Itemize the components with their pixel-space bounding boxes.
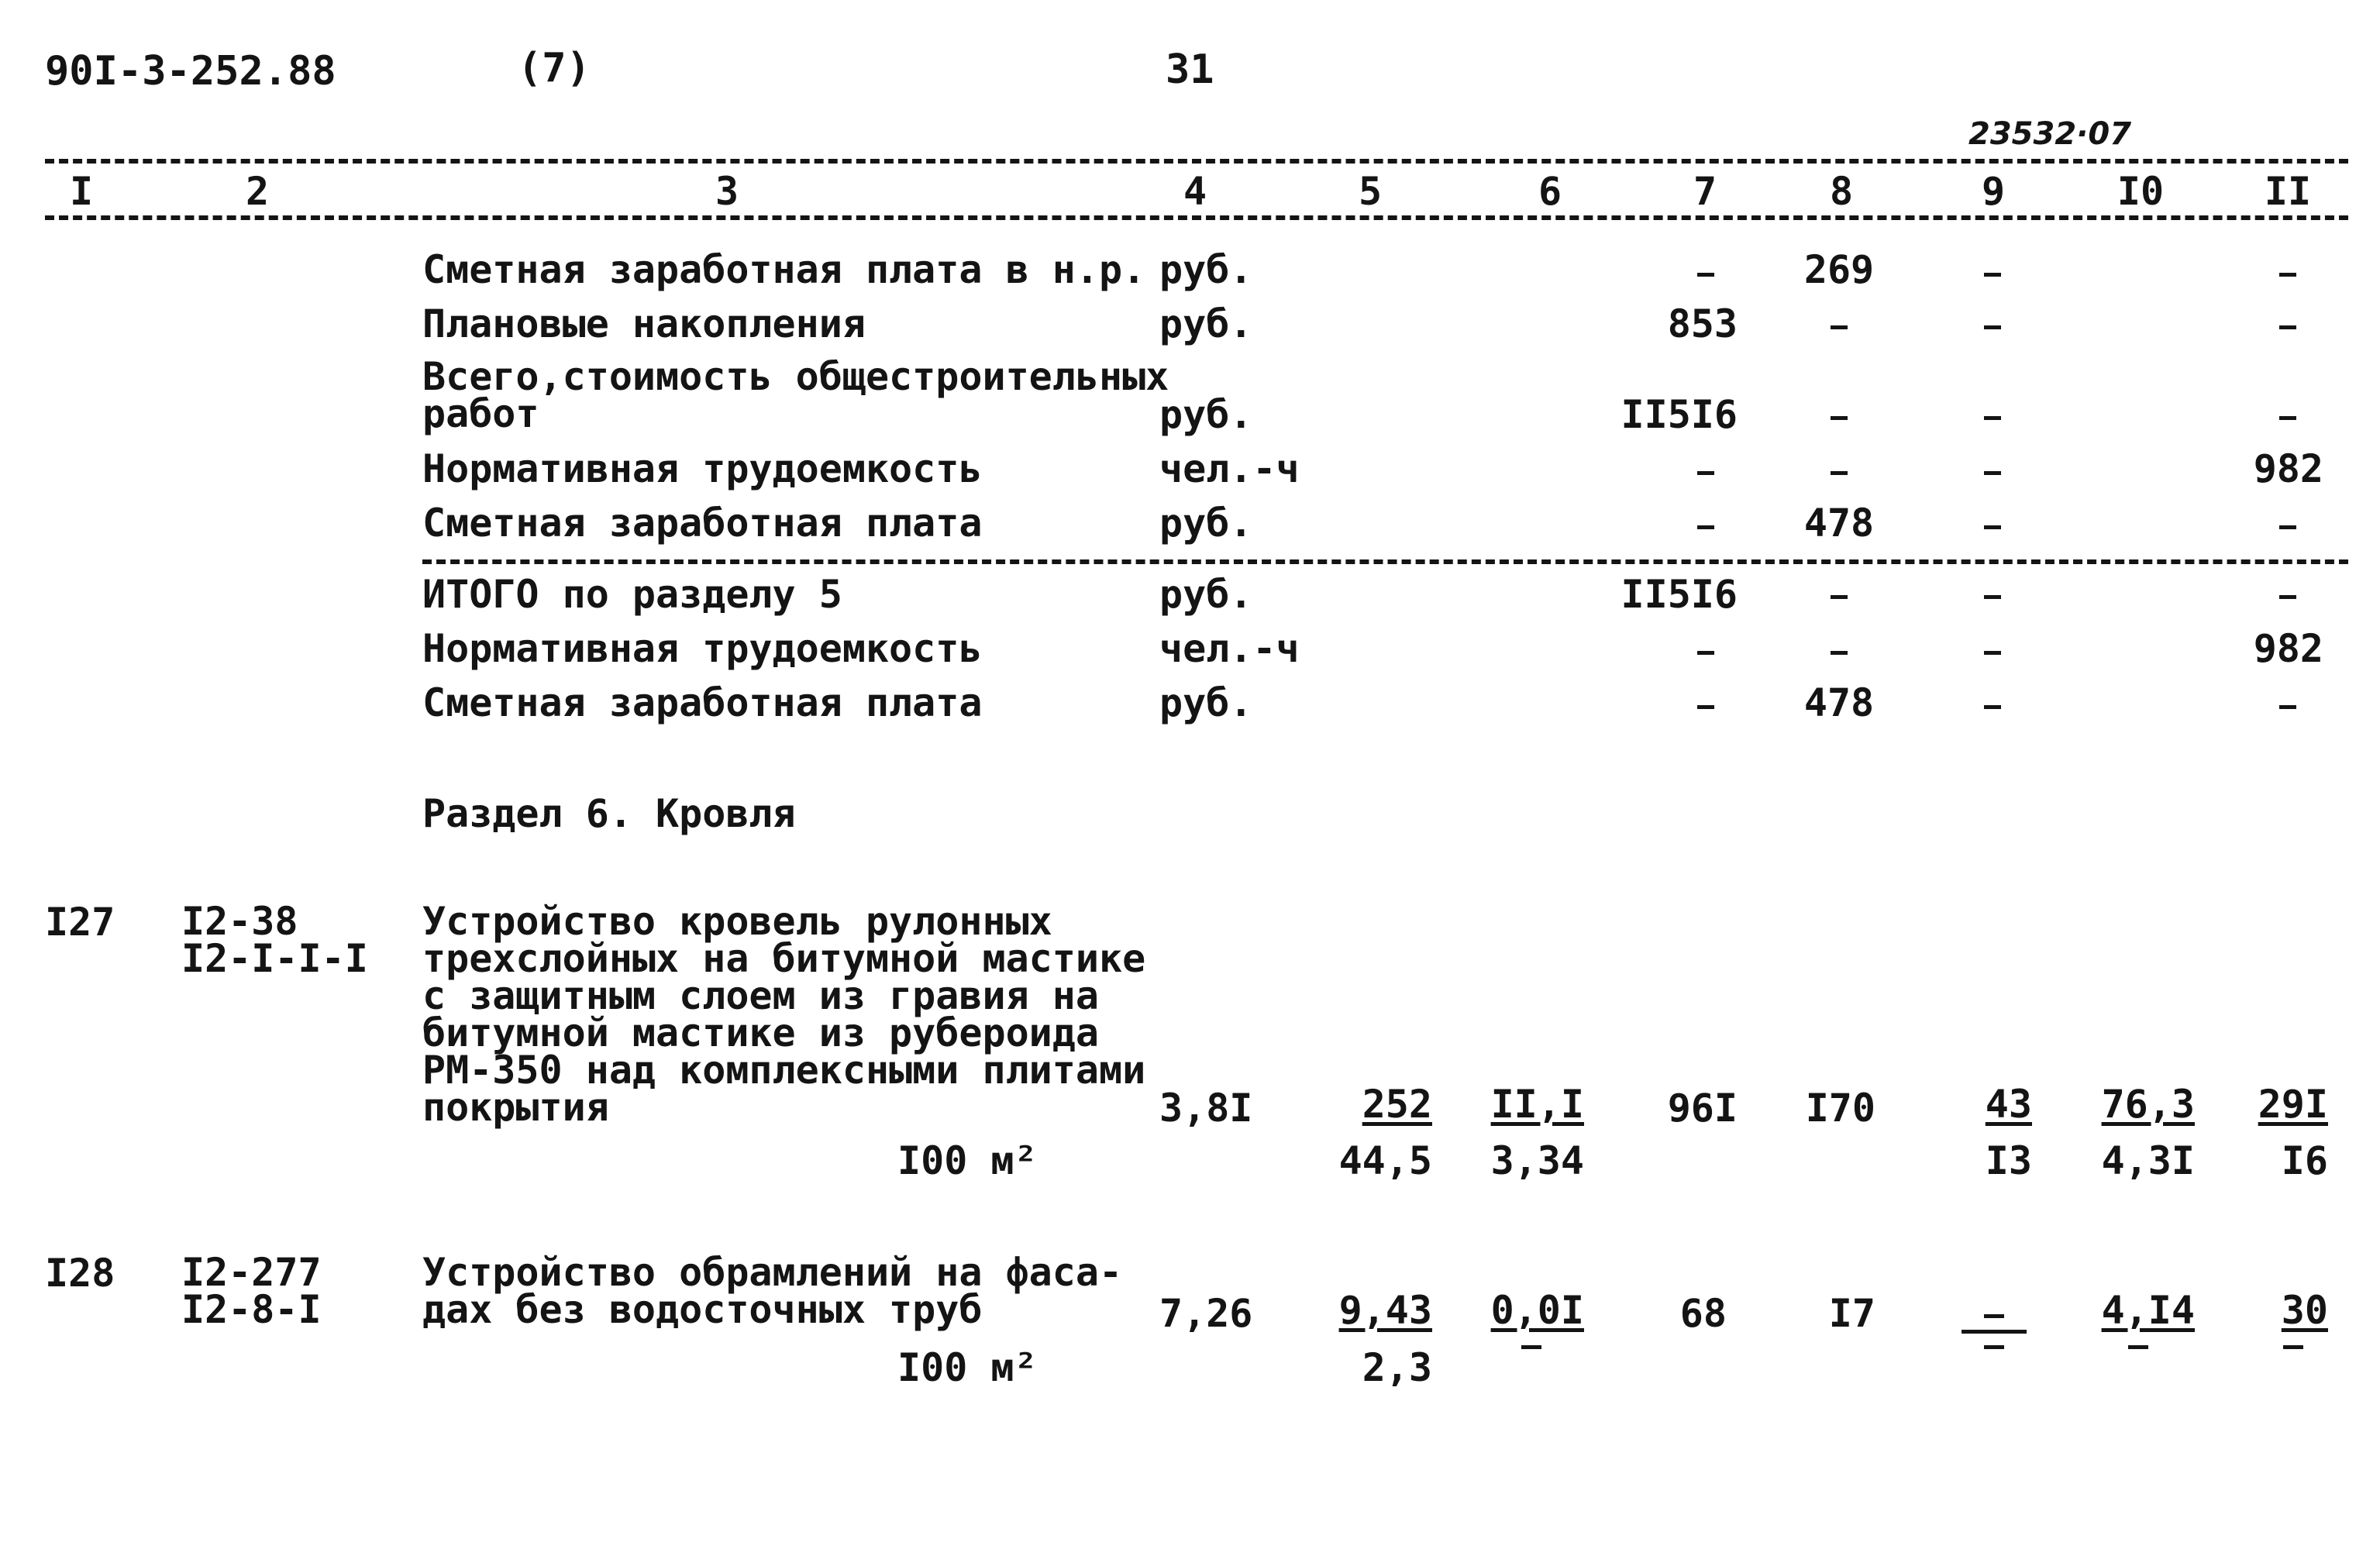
cell-col9-bottom: I3 (1985, 1138, 2032, 1183)
item-description-line: Устройство обрамлений на фаса- (422, 1250, 1123, 1295)
dash-mark (1984, 325, 2001, 329)
cell-col7: 68 (1679, 1291, 1727, 1336)
cell-col11-bottom: I6 (2281, 1138, 2328, 1183)
item-code: I2-8-I (181, 1287, 322, 1332)
item-quantity: 7,26 (1159, 1291, 1253, 1336)
item-description-line: с защитным слоем из гравия на (422, 973, 1099, 1018)
dash-mark (1831, 595, 1848, 599)
cell-col5-bottom: 2,3 (1362, 1345, 1432, 1390)
page-number: 31 (1166, 46, 1214, 93)
dash-mark (1984, 471, 2001, 475)
dash-mark (2283, 1345, 2303, 1349)
item-quantity: 3,8I (1159, 1086, 1253, 1131)
cell-col11-top: 30 (2281, 1288, 2328, 1333)
dash-mark (1697, 273, 1714, 277)
item-code: I2-I-I-I (181, 936, 368, 981)
cell-col8: 478 (1803, 501, 1875, 546)
dash-mark (2279, 705, 2296, 709)
dash-mark (2128, 1345, 2148, 1349)
dash-mark (1984, 1314, 2004, 1318)
dash-mark (1984, 273, 2001, 277)
header-bottom-rule (45, 215, 2348, 220)
cell-col5-bottom: 44,5 (1338, 1138, 1432, 1183)
row-unit: руб. (1159, 572, 1253, 617)
row-name: Нормативная трудоемкость (422, 626, 983, 671)
row-name: Нормативная трудоемкость (422, 446, 983, 491)
row-unit: руб. (1159, 392, 1253, 437)
cell-col10-top: 4,I4 (2101, 1288, 2195, 1333)
row-unit: руб. (1159, 680, 1253, 725)
column-header-1: I (69, 169, 94, 214)
column-header-9: 9 (1981, 169, 2006, 214)
row-unit: руб. (1159, 301, 1253, 346)
document-code: 90I-3-252.88 (45, 48, 336, 95)
item-number: I27 (45, 900, 115, 945)
totals-separator-rule (422, 559, 2348, 564)
dash-mark (1831, 651, 1848, 655)
dash-mark (1984, 595, 2001, 599)
cell-col8: I70 (1805, 1086, 1875, 1131)
cell-col5-top: 252 (1362, 1082, 1432, 1127)
dash-mark (1697, 525, 1714, 529)
item-number: I28 (45, 1251, 115, 1296)
cell-col8: I7 (1828, 1291, 1875, 1336)
sheet-number: (7) (518, 45, 591, 91)
dash-mark (1831, 471, 1848, 475)
dash-mark (1984, 651, 2001, 655)
row-name-line2: работ (422, 391, 539, 436)
dash-mark (2279, 595, 2296, 599)
cell-col8: 269 (1803, 247, 1875, 292)
column-header-8: 8 (1829, 169, 1854, 214)
column-header-7: 7 (1693, 169, 1717, 214)
dash-mark (2279, 416, 2296, 420)
item-code: I2-277 (181, 1250, 322, 1295)
row-name: Сметная заработная плата (422, 501, 983, 546)
dash-mark (1697, 471, 1714, 475)
dash-mark (1697, 651, 1714, 655)
cell-col7: 96I (1667, 1086, 1738, 1131)
item-description-line: дах без водосточных труб (422, 1287, 983, 1332)
item-unit: I00 м² (897, 1138, 1038, 1183)
item-description-line: покрытия (422, 1085, 609, 1130)
cell-col6-bottom: 3,34 (1490, 1138, 1584, 1183)
row-unit: чел.-ч (1159, 446, 1300, 491)
row-name: ИТОГО по разделу 5 (422, 572, 842, 617)
cell-col10-bottom: 4,3I (2101, 1138, 2195, 1183)
cell-col7: II5I6 (1621, 572, 1738, 617)
dash-mark (2279, 273, 2296, 277)
handwritten-stamp: 23532·07 (1968, 116, 2132, 152)
cell-col11: 982 (2253, 446, 2323, 491)
dash-mark (2279, 525, 2296, 529)
dash-mark (2279, 325, 2296, 329)
row-unit: руб. (1159, 247, 1253, 292)
column-header-10: I0 (2117, 169, 2165, 214)
dash-mark (1831, 325, 1848, 329)
dash-mark (1831, 416, 1848, 420)
cell-col10-top: 76,3 (2101, 1082, 2195, 1127)
cell-col5-top: 9,43 (1338, 1288, 1432, 1333)
cell-col8: 478 (1803, 680, 1875, 725)
row-name: Плановые накопления (422, 301, 866, 346)
dash-mark (1984, 1345, 2004, 1349)
cell-col11-top: 29I (2258, 1082, 2328, 1127)
dash-mark (1984, 525, 2001, 529)
cell-col7: II5I6 (1621, 392, 1738, 437)
section-title: Раздел 6. Кровля (422, 791, 796, 836)
cell-col7: 853 (1667, 301, 1738, 346)
column-header-4: 4 (1183, 169, 1207, 214)
row-unit: руб. (1159, 501, 1253, 546)
column-header-6: 6 (1538, 169, 1562, 214)
column-header-5: 5 (1358, 169, 1383, 214)
cell-col6-top: 0,0I (1490, 1288, 1584, 1333)
item-description-line: РМ-350 над комплексными плитами (422, 1048, 1146, 1093)
column-header-2: 2 (245, 169, 270, 214)
item-description-line: Устройство кровель рулонных (422, 899, 1052, 944)
cell-col6-top: II,I (1490, 1082, 1584, 1127)
dash-mark (1984, 705, 2001, 709)
row-name: Сметная заработная плата в н.р. (422, 247, 1146, 292)
cell-col9-top: 43 (1985, 1082, 2032, 1127)
dash-mark (1984, 416, 2001, 420)
item-unit: I00 м² (897, 1345, 1038, 1390)
dash-mark (1697, 705, 1714, 709)
fraction-rule (1962, 1330, 2027, 1334)
row-name: Сметная заработная плата (422, 680, 983, 725)
column-header-3: 3 (715, 169, 739, 214)
cell-col11: 982 (2253, 626, 2323, 671)
dash-mark (1521, 1345, 1541, 1349)
item-code: I2-38 (181, 899, 298, 944)
column-header-11: II (2264, 169, 2312, 214)
row-name-line1: Всего,стоимость общестроительных (422, 354, 1169, 399)
header-top-rule (45, 159, 2348, 164)
item-description-line: битумной мастике из рубероида (422, 1010, 1099, 1055)
item-description-line: трехслойных на битумной мастике (422, 936, 1146, 981)
row-unit: чел.-ч (1159, 626, 1300, 671)
